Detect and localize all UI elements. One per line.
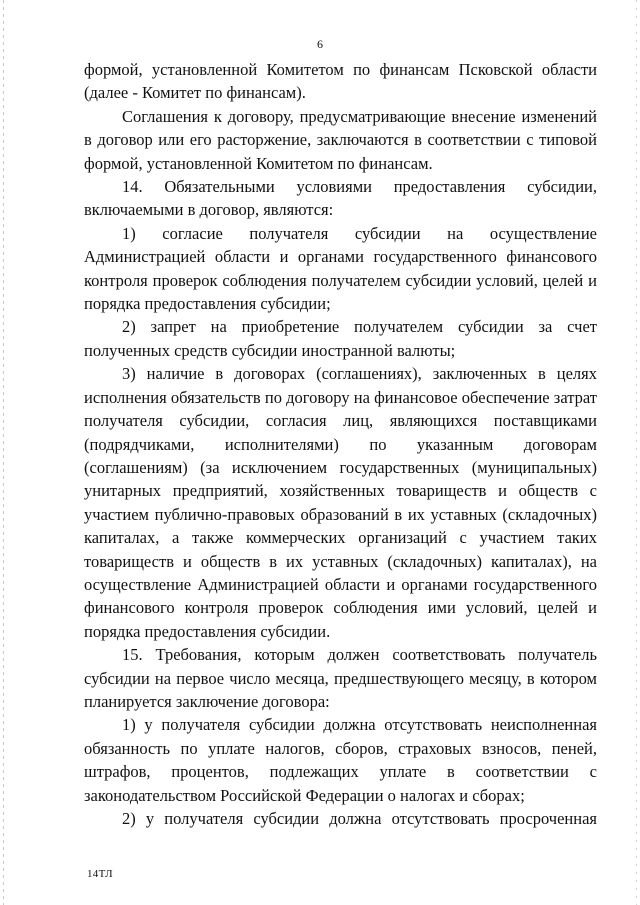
paragraph-clause-15: 15. Требования, которым должен соответствовать получатель субсидии на первое число месяца, предшествующего месяцу, в котором планируется заключение договора:	[84, 645, 597, 711]
footer-document-code: 14ТЛ	[87, 868, 113, 880]
scan-edge-left	[3, 0, 4, 905]
paragraph-agreements: Соглашения к договору, предусматривающие внесение изменений в договор или его расторжение, заключаются в соответствии с типовой формой, установленной Комитетом по финансам.	[84, 106, 597, 173]
list-item-14-1: 1) согласие получателя субсидии на осуществление Администрацией области и органами государственного финансового контроля проверок соблюдения получателем субсидии условий, целей и порядка предоставления субсидии;	[84, 223, 597, 314]
paragraph-form-continuation: формой, установленной Комитетом по финансам Псковской области (далее - Комитет по финансам).	[84, 60, 597, 103]
paragraph-clause-14: 14. Обязательными условиями предоставления субсидии, включаемыми в договор, являются:	[84, 177, 597, 220]
scan-edge-right	[636, 0, 637, 905]
list-item-14-2: 2) запрет на приобретение получателем субсидии за счет полученных средств субсидии иностранной валюты;	[84, 317, 597, 360]
list-item-14-3: 3) наличие в договорах (соглашениях), заключенных в целях исполнения обязательств по договору на финансовое обеспечение затрат получателя субсидии, согласия лиц, являющихся поставщиками (подрядчиками, исполнителями) по указанным договорам (соглашениям) (за исключением государственных (муниципальных) унитарных предприятий, хозяйственных товариществ и обществ с участием публично-правовых образований в их уставных (складочных) капиталах, а также коммерческих организаций с участием таких товариществ и обществ в их уставных (складочных) капиталах), на осуществление Администрацией области и органами государственного финансового контроля проверок соблюдения ими условий, целей и порядка предоставления субсидии.	[84, 364, 597, 641]
page-number: 6	[317, 37, 323, 51]
list-item-15-2: 2) у получателя субсидии должна отсутствовать просроченная	[122, 809, 597, 828]
list-item-15-1: 1) у получателя субсидии должна отсутствовать неисполненная обязанность по уплате налогов, сборов, страховых взносов, пеней, штрафов, процентов, подлежащих уплате в соответствии с законодательством Российской Федерации о налогах и сборах;	[84, 715, 597, 805]
document-body	[84, 58, 597, 830]
